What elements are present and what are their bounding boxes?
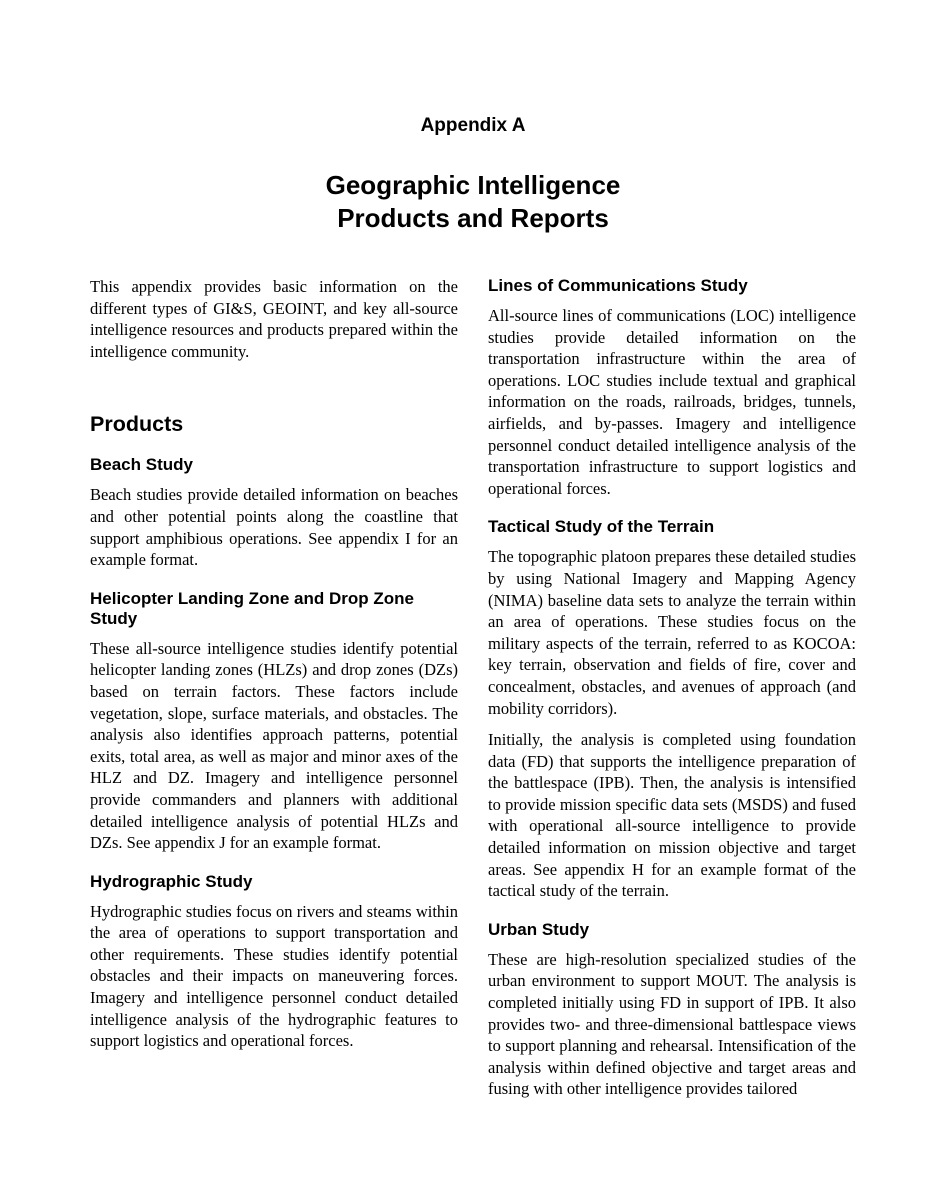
beach-study-paragraph: Beach studies provide detailed information on beaches and other potential points along the coastline that support amphibious operations. See appendix I for an example format. <box>90 485 458 570</box>
two-column-body <box>90 276 856 1110</box>
tactical-terrain-paragraph-2: Initially, the analysis is completed using foundation data (FD) that supports the intelligence preparation of the battlespace (IPB). Then, the analysis is intensified to provide mission specific data sets (MSDS) and fused with operational all-source intelligence to provide detailed information on mission objective and target areas. See appendix H for an example format of the tactical study of the terrain. <box>488 730 856 901</box>
beach-study-heading: Beach Study <box>90 455 193 475</box>
loc-study-paragraph: All-source lines of communications (LOC) intelligence studies provide detailed information on the transportation infrastructure within the area of operations. LOC studies include textual and graphical information on the roads, railroads, bridges, tunnels, airfields, and by-passes. Imagery and intelligence personnel conduct detailed intelligence analysis of the transportation infrastructure to support logistics and operational forces. <box>488 306 856 498</box>
page-content <box>90 115 856 1110</box>
right-column <box>488 276 856 1110</box>
hydrographic-study-paragraph: Hydrographic studies focus on rivers and steams within the area of operations to support transportation and other requirements. These studies identify potential obstacles and their impacts on maneuvering forces. Imagery and intelligence personnel conduct detailed intelligence analysis of the hydrographic features to support logistics and operational forces. <box>90 901 458 1051</box>
document-title-line-2: Products and Reports <box>337 203 609 233</box>
urban-study-paragraph: These are high-resolution specialized studies of the urban environment to support MOUT. The analysis is completed initially using FD in support of IPB. It also provides two- and three-dimensional battlespace views to support planning and rehearsal. Intensification of the analysis within defined objective and target areas and fusing with other intelligence provides tailored <box>488 949 856 1099</box>
products-section-heading: Products <box>90 412 184 437</box>
tactical-terrain-paragraph-1: The topographic platoon prepares these detailed studies by using National Imagery and Mapping Agency (NIMA) baseline data sets to analyze the terrain within an area of operations. These studies focus on the military aspects of the terrain, referred to as KOCOA: key terrain, observation and fields of fire, cover and concealment, obstacles, and avenues of approach (and mobility corridors). <box>488 547 856 718</box>
appendix-label: Appendix A <box>420 115 526 136</box>
document-title <box>90 169 856 235</box>
hlz-dz-study-paragraph: These all-source intelligence studies identify potential helicopter landing zones (HLZs) and drop zones (DZs) based on terrain factors. These factors include vegetation, slope, surface materials, and obstacles. The analysis also identifies approach patterns, potential exits, total area, as well as major and minor axes of the HLZ and DZ. Imagery and intelligence personnel provide commanders and planners with additional detailed intelligence analysis of potential HLZs and DZs. See appendix J for an example format. <box>90 638 458 853</box>
hydrographic-study-heading: Hydrographic Study <box>90 871 253 891</box>
tactical-terrain-heading: Tactical Study of the Terrain <box>488 517 715 537</box>
urban-study-heading: Urban Study <box>488 919 590 939</box>
loc-study-heading: Lines of Communications Study <box>488 276 748 295</box>
intro-paragraph: This appendix provides basic information on the different types of GI&S, GEOINT, and key all-source intelligence resources and products prepared within the intelligence community. <box>90 277 458 361</box>
left-column <box>90 276 458 1110</box>
document-title-line-1: Geographic Intelligence <box>325 170 621 200</box>
hlz-dz-study-heading: Helicopter Landing Zone and Drop Zone Study <box>90 588 414 628</box>
